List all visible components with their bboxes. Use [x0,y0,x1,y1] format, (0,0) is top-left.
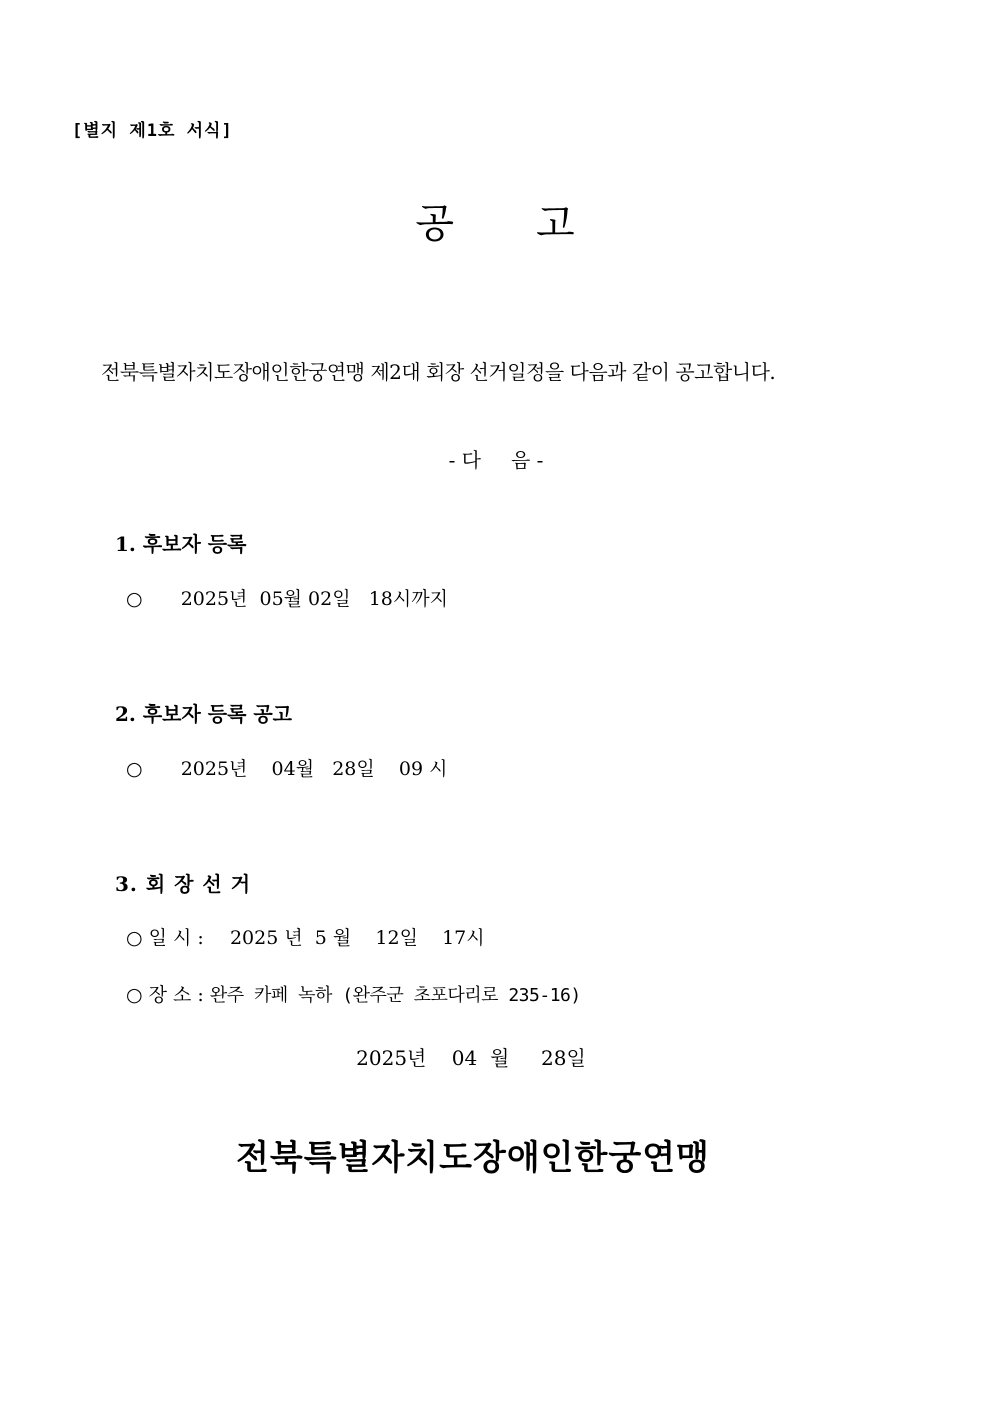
da-eum-right: 음 - [511,448,544,472]
notice-date: 2025년 04 월 28일 [356,1046,586,1070]
venue-text: 완주 카페 녹하 (완주군 초포다리로 235-16) [209,985,581,1006]
title-right-char: 고 [536,201,577,247]
circle-bullet-icon: ○ [126,927,143,949]
circle-bullet-icon: ○ [126,984,143,1006]
venue-label: 장 소 : [148,984,204,1006]
time-label: 일 시 : [148,927,204,949]
page-title [0,192,992,249]
section-1-heading: 1. 후보자 등록 [115,532,247,556]
section-2-text: 2025년 04월 28일 09 시 [180,758,448,780]
time-text: 2025 년 5 월 12일 17시 [229,927,485,949]
da-eum-divider [0,444,992,473]
section-3-line-venue [126,980,581,1007]
da-eum-left: - 다 [448,448,481,472]
section-2-line [126,754,447,781]
form-label: [별지 제1호 서식] [72,121,233,141]
circle-bullet-icon: ○ [126,588,143,610]
section-3-heading: 3. 회 장 선 거 [115,872,252,896]
section-1-line [126,584,448,611]
title-left-char: 공 [415,201,456,247]
intro-text: 전북특별자치도장애인한궁연맹 제2대 회장 선거일정을 다음과 같이 공고합니다. [101,360,776,384]
section-1-text: 2025년 05월 02일 18시까지 [180,588,448,610]
circle-bullet-icon: ○ [126,758,143,780]
section-3-line-time [126,923,485,950]
organization-name: 전북특별자치도장애인한궁연맹 [236,1138,710,1178]
section-2-heading: 2. 후보자 등록 공고 [115,702,293,726]
